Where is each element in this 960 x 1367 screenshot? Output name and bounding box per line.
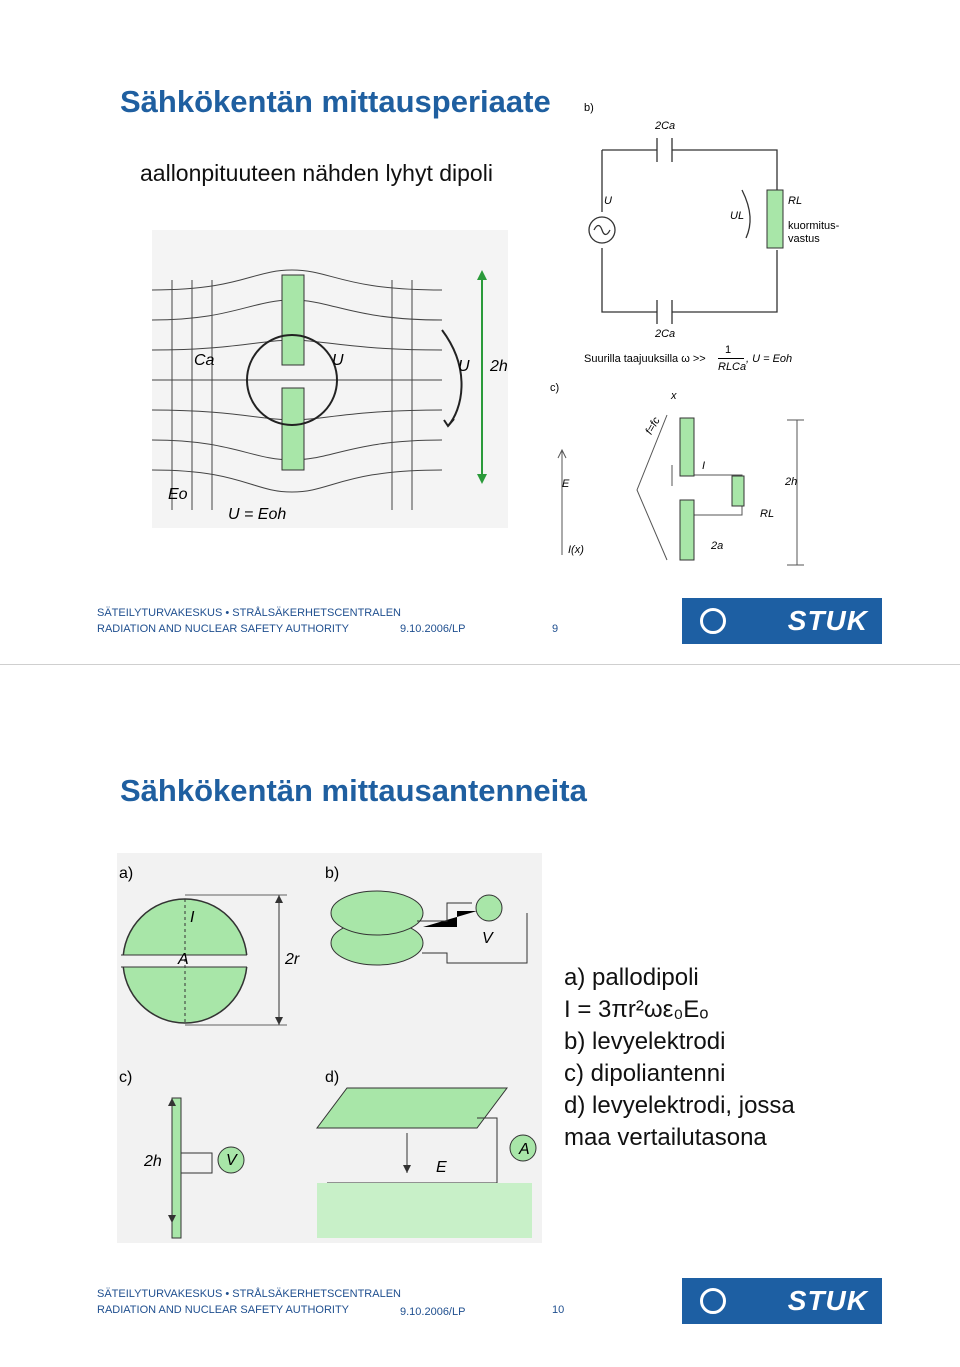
length-label: 2h	[785, 476, 798, 488]
fraction-bar	[718, 358, 744, 359]
load-text-2: vastus	[788, 233, 820, 245]
dipole-field-figure	[152, 230, 512, 530]
current-i-label: I	[190, 909, 195, 926]
load-voltage-label: UL	[730, 210, 745, 222]
x-axis-label: x	[671, 390, 677, 402]
panel-a-label: a)	[119, 865, 134, 882]
slide-10	[82, 685, 882, 1330]
antenna-types-figure	[117, 853, 542, 1243]
diameter-label: 2r	[285, 951, 300, 968]
voltmeter-c-label: V	[226, 1152, 237, 1169]
list-item: I = 3πr²ωε₀Eₒ	[564, 996, 709, 1023]
list-item: a) pallodipoli	[564, 964, 699, 991]
figure-b-label: b)	[584, 102, 594, 114]
stuk-logo	[682, 598, 882, 644]
slide-divider	[0, 664, 960, 665]
slide-title: Sähkökentän mittausperiaate	[120, 84, 551, 119]
voltage-formula: U = Eoh	[228, 506, 287, 523]
cap-bottom-label: 2Ca	[655, 328, 676, 340]
slide-9	[82, 0, 882, 645]
list-item: b) levyelektrodi	[564, 1028, 726, 1055]
ammeter-label: A	[519, 1141, 530, 1158]
current-distribution-label: I(x)	[568, 544, 584, 556]
current-label: I	[702, 460, 706, 472]
logo-text: STUK	[787, 605, 868, 636]
capacitance-label: Ca	[194, 352, 215, 369]
footer-org-finnish: SÄTEILYTURVAKESKUS • STRÅLSÄKERHETSCENTRALEN	[97, 607, 401, 619]
panel-d-label: d)	[325, 1069, 340, 1086]
width-label: 2a	[711, 540, 724, 552]
panel-c-label: c)	[119, 1069, 133, 1086]
footer-date: 9.10.2006/LP	[400, 1306, 466, 1318]
logo-mark-icon	[700, 1288, 726, 1314]
fraction-denominator: RLCa	[718, 361, 747, 373]
result-formula: , U = Eoh	[746, 353, 793, 365]
panel-b-label: b)	[325, 865, 340, 882]
field-e-label: E	[562, 478, 570, 490]
slide-subtitle: aallonpituuteen nähden lyhyt dipoli	[140, 160, 493, 186]
cap-top-label: 2Ca	[655, 120, 676, 132]
frequency-condition: Suurilla taajuuksilla ω >>	[584, 353, 706, 365]
height-label: 2h	[490, 358, 508, 375]
dipole-length-label: 2h	[144, 1153, 162, 1170]
list-item: d) levyelektrodi, jossa	[564, 1092, 795, 1119]
field-label: Eo	[168, 486, 188, 503]
page-number: 10	[552, 1304, 565, 1316]
footer-org-english: RADIATION AND NUCLEAR SAFETY AUTHORITY	[97, 1304, 350, 1316]
area-label: A	[178, 951, 189, 968]
antenna-current-figure	[552, 380, 812, 570]
frequency-label: f=fc	[643, 415, 663, 437]
source-voltage-label: U	[604, 195, 612, 207]
voltmeter-b-label: V	[482, 930, 493, 947]
logo-mark-icon	[700, 608, 726, 634]
footer-org-english: RADIATION AND NUCLEAR SAFETY AUTHORITY	[97, 623, 350, 635]
page-number: 9	[552, 623, 559, 635]
field-e-label: E	[436, 1159, 447, 1176]
list-item: c) dipoliantenni	[564, 1060, 726, 1087]
list-item: maa vertailutasona	[564, 1124, 767, 1151]
fraction-numerator: 1	[725, 344, 732, 356]
slide-title: Sähkökentän mittausantenneita	[120, 773, 587, 808]
load-text-1: kuormitus-	[788, 220, 840, 232]
voltage-label-right: U	[458, 358, 470, 375]
antenna-list	[564, 962, 795, 1154]
load-resistor-label: RL	[788, 195, 803, 207]
logo-text: STUK	[787, 1285, 868, 1316]
figure-c-label: c)	[550, 382, 560, 394]
resistor-label: RL	[760, 508, 775, 520]
footer-org-finnish: SÄTEILYTURVAKESKUS • STRÅLSÄKERHETSCENTRALEN	[97, 1288, 401, 1300]
footer-date: 9.10.2006/LP	[400, 623, 466, 635]
stuk-logo	[682, 1278, 882, 1324]
voltage-label: U	[332, 352, 344, 369]
